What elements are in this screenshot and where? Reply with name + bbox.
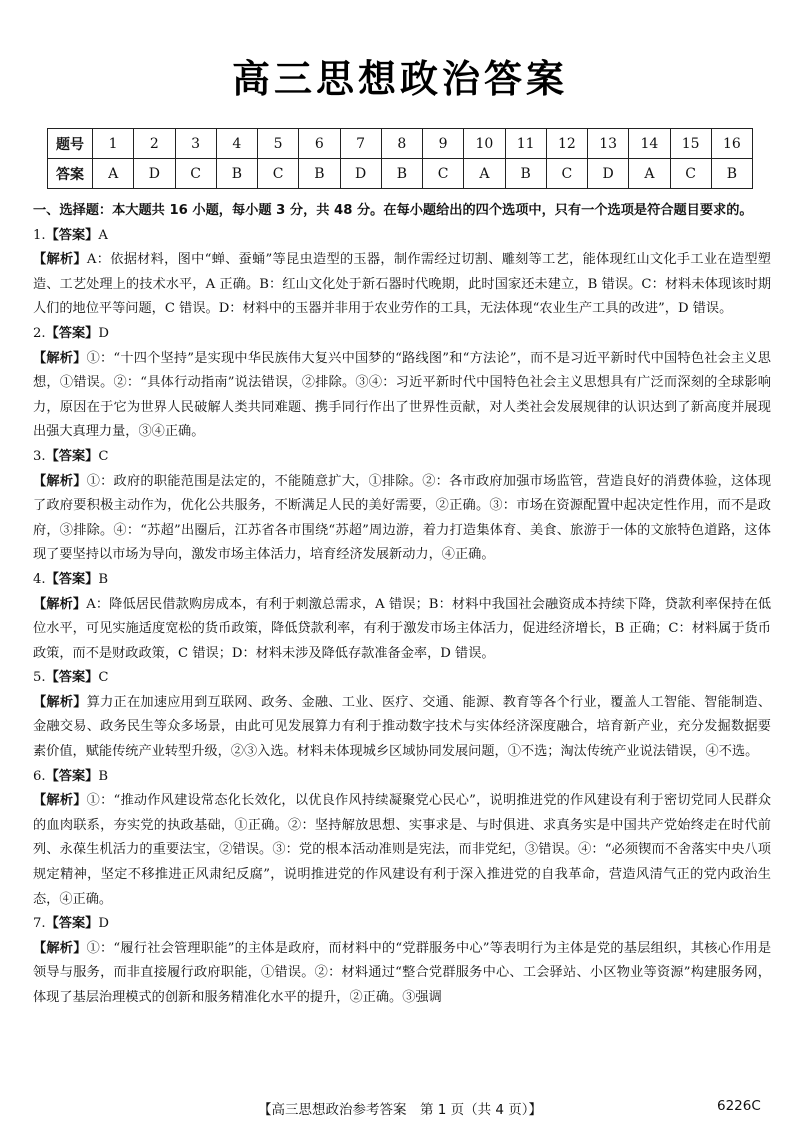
answer-cell: B (505, 159, 546, 189)
section-heading: 一、选择题：本大题共 16 小题，每小题 3 分，共 48 分。在每小题给出的四个选项中，只有一个选项是符合题目要求的。 (33, 203, 753, 218)
question-number: 8 (381, 129, 422, 159)
question-number: 15 (670, 129, 711, 159)
answer-cell: A (93, 159, 134, 189)
analysis-text: 算力正在加速应用到互联网、政务、金融、工业、医疗、交通、能源、教育等各个行业，覆盖人工智能、智能制造、金融交易、政务民生等众多场景，由此可见发展算力有利于推动数字技术与实体经济深度融合，培育新产业，充分发掘数据要素价值，赋能传统产业转型升级，②③入选。材料未体现城乡区域协同发展问题，①不选；淘汰传统产业说法错误，④不选。 (33, 694, 772, 760)
answer-cell: C (423, 159, 464, 189)
analysis-marker: 【解析】 (33, 252, 87, 268)
question-number: 13 (588, 129, 629, 159)
answer-value: A (98, 227, 108, 243)
answer-value: B (98, 571, 109, 587)
question-number: 1 (93, 129, 134, 159)
analysis-text: ①：“推动作风建设常态化长效化，以优良作风持续凝聚党心民心”，说明推进党的作风建设有利于密切党同人民群众的血肉联系，夯实党的执政基础，①正确。②：坚持解放思想、实事求是、与时俱进、求真务实是中国共产党始终走在时代前列、永葆生机活力的重要法宝，②错误。③：党的根本活动准则是宪法，而非党纪，③错误。④：“必须锲而不舍落实中央八项规定精神，坚定不移推进正风肃纪反腐”，说明推进党的作风建设有利于深入推进党的自我革命，营造风清气正的党内政治生态，④正确。 (33, 793, 771, 907)
answer-cell: B (711, 159, 752, 189)
answer-cell: B (299, 159, 340, 189)
answer-value: C (98, 670, 109, 686)
answer-line (33, 445, 771, 470)
answer-cell: B (381, 159, 422, 189)
question-number-label: 7. (33, 916, 46, 932)
question-number-label: 2. (33, 325, 46, 341)
page-footer: 【高三思想政治参考答案 第 1 页（共 4 页）】 (257, 1102, 543, 1118)
analysis-marker: 【解析】 (33, 596, 87, 612)
answer-value: B (98, 768, 109, 784)
answer-cell: D (134, 159, 175, 189)
question-number-label: 4. (33, 571, 46, 587)
analysis-paragraph (33, 248, 771, 322)
answer-value: D (98, 916, 109, 932)
analysis-marker: 【解析】 (33, 350, 87, 366)
answer-cell: A (629, 159, 670, 189)
analysis-marker: 【解析】 (33, 793, 87, 809)
document-code: 6226C (717, 1098, 761, 1114)
answer-marker: 【答案】 (45, 227, 99, 243)
answer-line (33, 224, 771, 249)
page-title: 高三思想政治答案 (231, 57, 568, 101)
answer-cell: D (340, 159, 381, 189)
answer-content (33, 199, 771, 1011)
answer-cell: C (670, 159, 711, 189)
analysis-marker: 【解析】 (33, 694, 87, 710)
answer-marker: 【答案】 (45, 916, 99, 932)
analysis-text: A：降低居民借款购房成本，有利于刺激总需求，A 错误；B：材料中我国社会融资成本持续下降，贷款利率保持在低位水平，可见实施适度宽松的货币政策，降低贷款利率，有利于激发市场主体活力，促进经济增长，B 正确；C：材料属于货币政策，而不是财政政策，C 错误；D：材料未涉及降低存款准备金率，D 错误。 (33, 596, 772, 661)
analysis-paragraph (33, 593, 771, 667)
answer-value: D (98, 325, 109, 341)
analysis-paragraph (33, 347, 771, 445)
question-number-label: 5. (33, 670, 46, 686)
answer-line (33, 912, 771, 937)
question-number: 5 (258, 129, 299, 159)
answer-row (48, 159, 753, 189)
analysis-marker: 【解析】 (33, 473, 87, 489)
answer-line (33, 765, 771, 790)
question-number: 16 (711, 129, 752, 159)
answer-line (33, 568, 771, 593)
analysis-text: ①：政府的职能范围是法定的，不能随意扩大，①排除。②：各市政府加强市场监管，营造良好的消费体验，这体现了政府要积极主动作为，优化公共服务，不断满足人民的美好需要，②正确。③：市场在资源配置中起决定性作用，而不是政府，③排除。④：“苏超”出圈后，江苏省各市围绕“苏超”周边游，着力打造集体育、美食、旅游于一体的文旅特色道路，这体现了要坚持以市场为导向，激发市场主体活力，培育经济发展新动力，④正确。 (33, 473, 772, 563)
answer-cell: C (175, 159, 216, 189)
row-label-answer: 答案 (48, 159, 93, 189)
analysis-paragraph (33, 470, 771, 568)
answer-marker: 【答案】 (45, 571, 99, 587)
answer-cell: B (216, 159, 257, 189)
answer-table (47, 128, 753, 189)
question-number: 9 (423, 129, 464, 159)
analysis-paragraph (33, 789, 771, 912)
answer-marker: 【答案】 (45, 448, 99, 464)
answer-cell: A (464, 159, 505, 189)
question-number: 14 (629, 129, 670, 159)
question-number-label: 3. (33, 448, 46, 464)
answer-cell: C (546, 159, 587, 189)
question-number: 11 (505, 129, 546, 159)
answer-marker: 【答案】 (45, 325, 99, 341)
question-number: 12 (546, 129, 587, 159)
question-number: 4 (216, 129, 257, 159)
answer-marker: 【答案】 (45, 768, 99, 784)
question-number: 6 (299, 129, 340, 159)
question-number: 10 (464, 129, 505, 159)
analysis-text: ①：“十四个坚持”是实现中华民族伟大复兴中国梦的“路线图”和“方法论”，而不是习近平新时代中国特色社会主义思想，①错误。②：“具体行动指南”说法错误，②排除。③④：习近平新时代中国特色社会主义思想具有广泛而深刻的全球影响力，原因在于它为世界人民破解人类共同难题、携手同行作出了世界性贡献，对人类社会发展规律的认识达到了新高度并展现出强大真理力量，③④正确。 (33, 350, 771, 440)
question-number-label: 1. (33, 227, 46, 243)
analysis-text: A：依据材料，图中“蝉、蚕蛹”等昆虫造型的玉器，制作需经过切割、雕刻等工艺，能体现红山文化手工业在造型塑造、工艺处理上的技术水平，A 正确。B：红山文化处于新石器时代晚期，此时国家还未建立，B 错误。C：材料未体现该时期人们的地位平等问题，C 错误。D：材料中的玉器并非用于农业劳作的工具，无法体现“农业生产工具的改进”，D 错误。 (33, 252, 771, 317)
analysis-paragraph (33, 691, 771, 765)
question-number: 7 (340, 129, 381, 159)
answer-cell: D (588, 159, 629, 189)
answer-line (33, 666, 771, 691)
row-label-number: 题号 (48, 129, 93, 159)
answer-marker: 【答案】 (45, 670, 99, 686)
question-number: 2 (134, 129, 175, 159)
question-number: 3 (175, 129, 216, 159)
question-number-row (48, 129, 753, 159)
answer-value: C (98, 448, 109, 464)
analysis-text: ①：“履行社会管理职能”的主体是政府，而材料中的“党群服务中心”等表明行为主体是党的基层组织，其核心作用是领导与服务，而非直接履行政府职能，①错误。②：材料通过“整合党群服务中心、工会驿站、小区物业等资源”构建服务网，体现了基层治理模式的创新和服务精准化水平的提升，②正确。③强调 (33, 940, 772, 1005)
answer-cell: C (258, 159, 299, 189)
analysis-paragraph (33, 937, 771, 1011)
question-number-label: 6. (33, 768, 46, 784)
answer-line (33, 322, 771, 347)
analysis-marker: 【解析】 (33, 940, 87, 956)
